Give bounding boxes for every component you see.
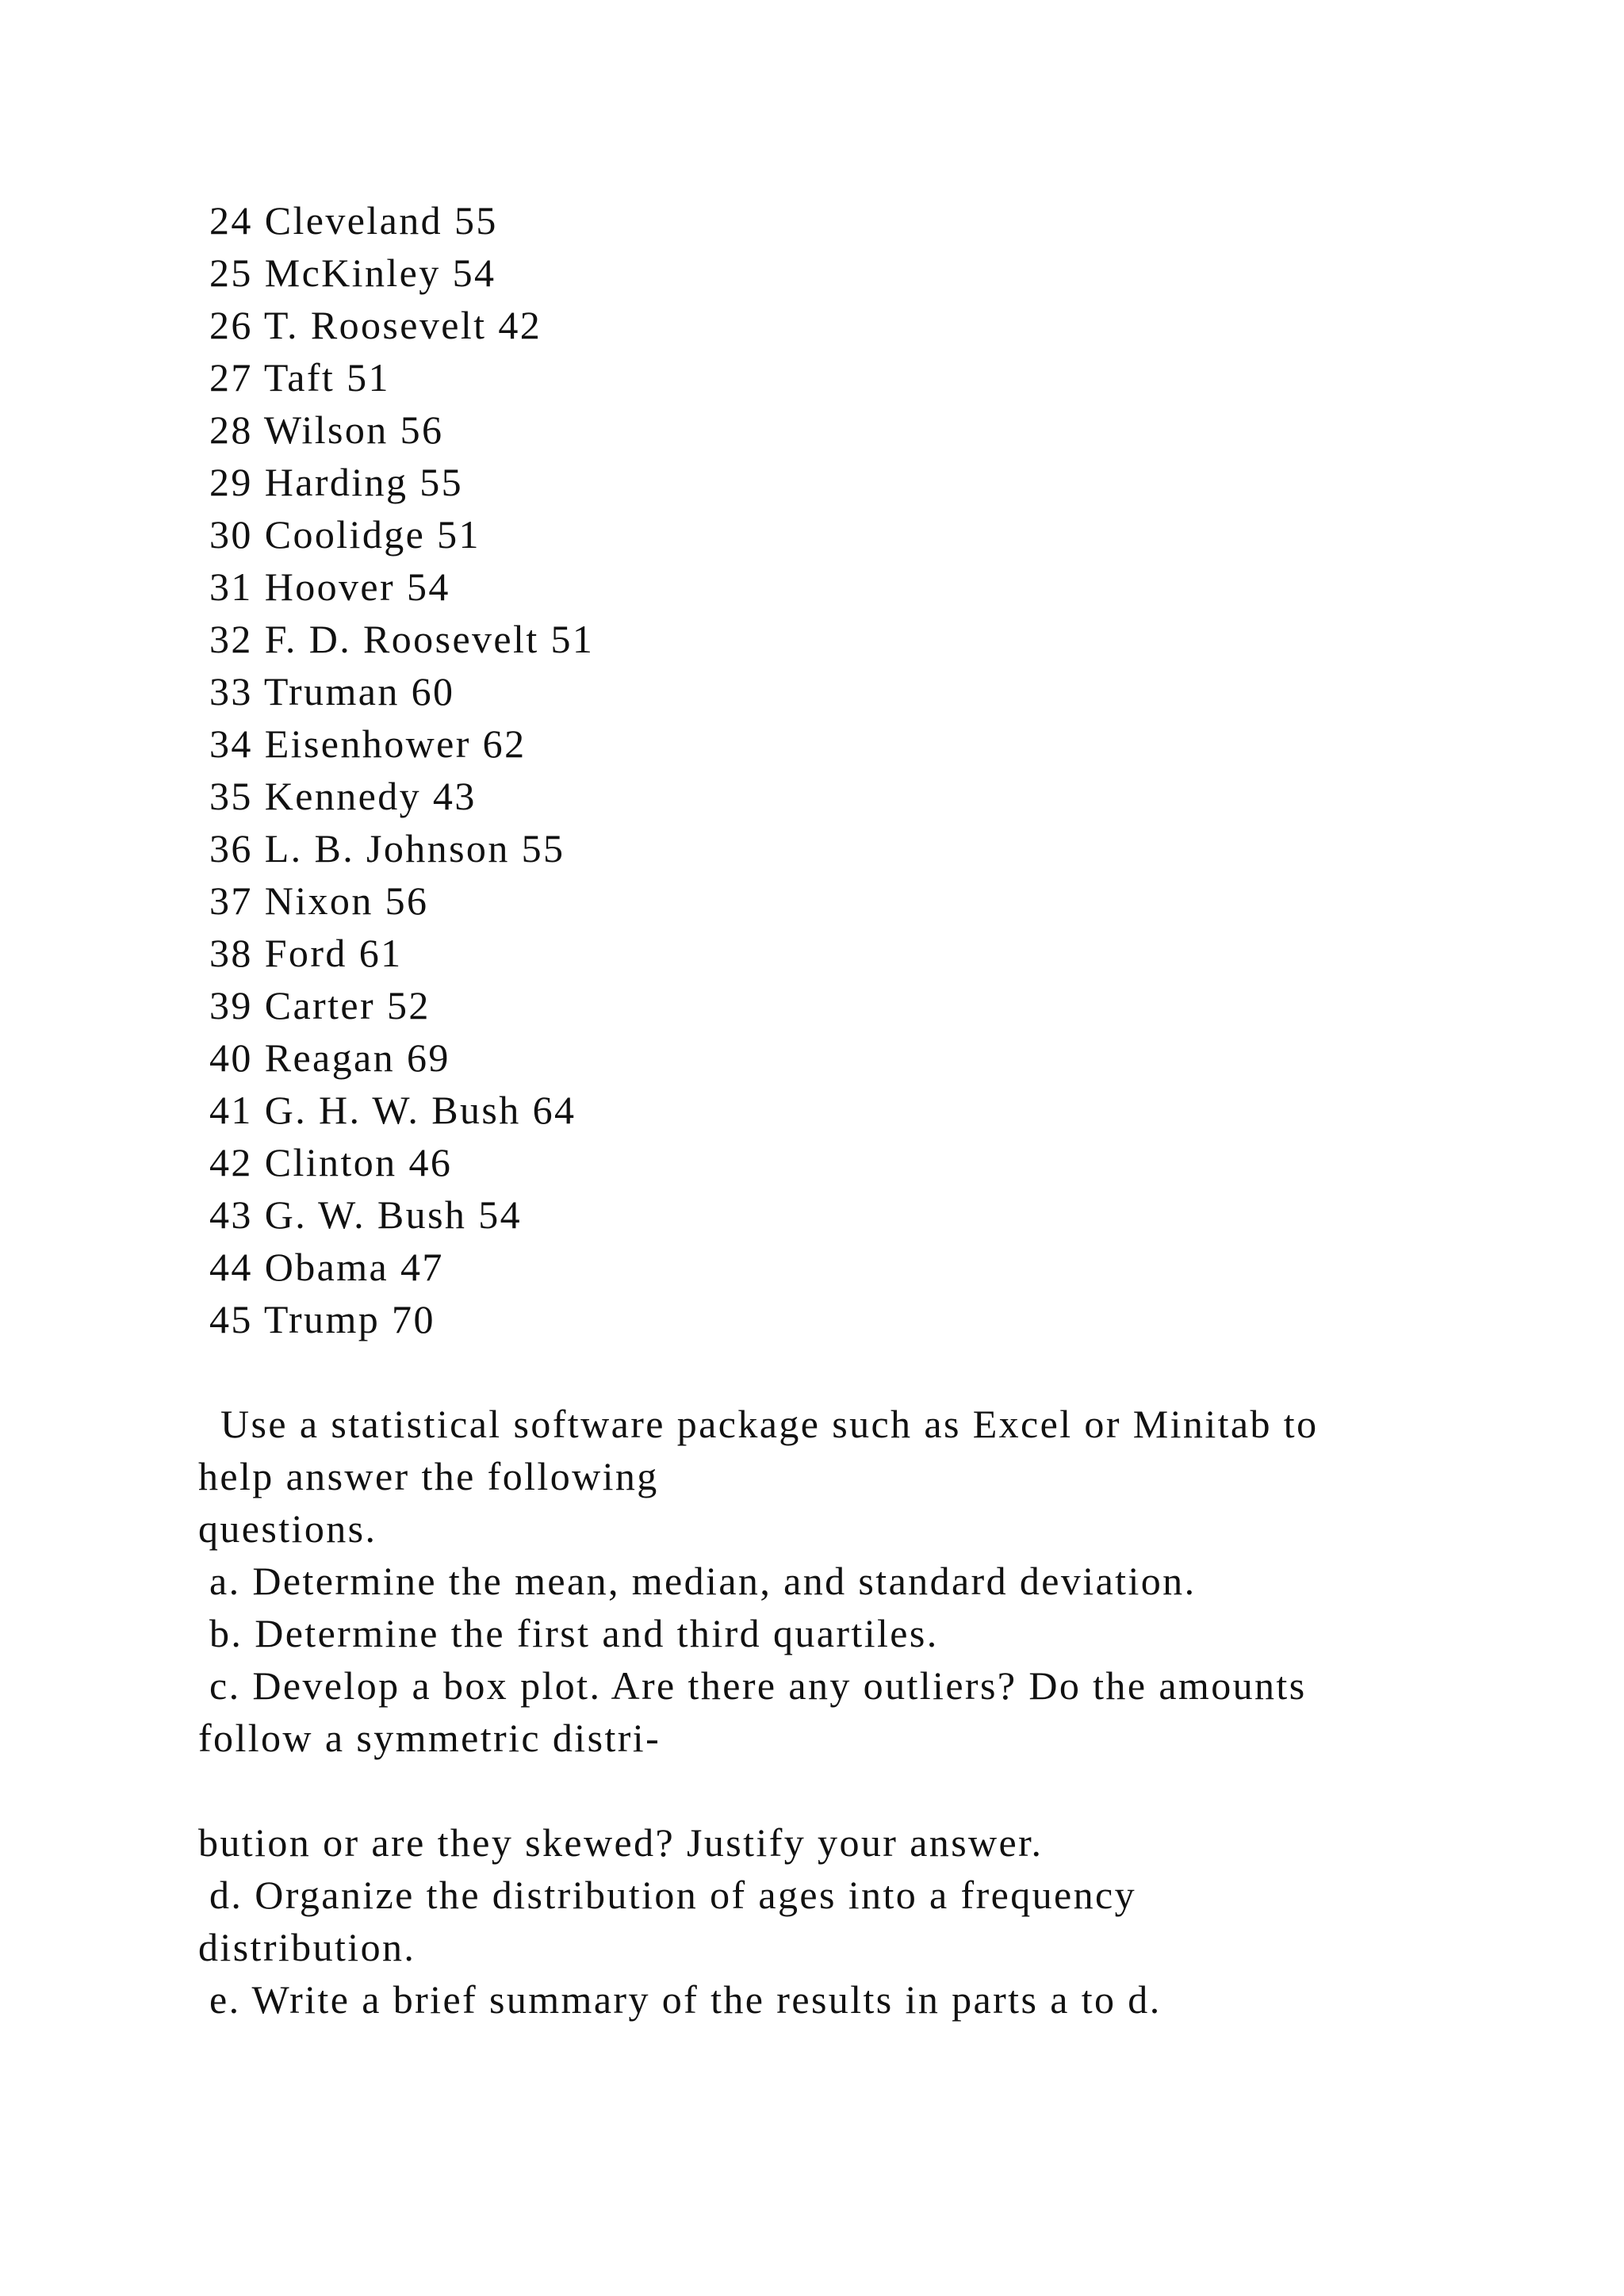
- document-page: [198, 194, 1467, 2026]
- president-number: 34: [209, 721, 253, 766]
- president-number: 43: [209, 1192, 253, 1237]
- president-number: 42: [209, 1140, 253, 1184]
- president-number: 39: [209, 983, 253, 1027]
- president-name: Coolidge: [264, 512, 426, 557]
- president-number: 45: [209, 1297, 253, 1341]
- president-age: 54: [452, 251, 496, 295]
- list-item: [198, 874, 1467, 927]
- list-item: [198, 247, 1467, 299]
- president-age: 52: [386, 983, 431, 1027]
- president-age: 62: [482, 721, 527, 766]
- list-item: [198, 1293, 1467, 1345]
- president-age: 55: [521, 826, 565, 871]
- president-name: Nixon: [264, 878, 373, 923]
- president-age: 42: [498, 303, 542, 347]
- president-number: 33: [209, 669, 253, 714]
- president-age: 46: [408, 1140, 453, 1184]
- president-name: Obama: [264, 1245, 389, 1289]
- president-age: 47: [400, 1245, 444, 1289]
- president-age: 51: [550, 617, 595, 661]
- president-age: 69: [406, 1035, 450, 1080]
- paragraph-gap: [198, 1345, 1467, 1398]
- president-number: 40: [209, 1035, 253, 1080]
- president-number: 37: [209, 878, 253, 923]
- list-item: [198, 1136, 1467, 1188]
- question-c: c. Develop a box plot. Are there any outliers? Do the amounts: [209, 1663, 1307, 1708]
- president-number: 24: [209, 198, 253, 243]
- president-age: 51: [347, 355, 390, 400]
- question-e: e. Write a brief summary of the results in parts a to d.: [209, 1977, 1162, 2022]
- list-item: [198, 613, 1467, 665]
- instruction-line: Use a statistical software package such as Excel or Minitab to: [220, 1402, 1319, 1446]
- president-number: 38: [209, 931, 253, 975]
- president-age: 70: [392, 1297, 435, 1341]
- list-item: [198, 508, 1467, 561]
- president-age: 43: [432, 774, 477, 818]
- question-list: [198, 1555, 1467, 2026]
- president-number: 27: [209, 355, 253, 400]
- list-item: [198, 822, 1467, 874]
- list-item: [198, 299, 1467, 351]
- president-name: G. H. W. Bush: [264, 1088, 521, 1132]
- president-number: 35: [209, 774, 253, 818]
- list-item: [198, 1241, 1467, 1293]
- list-item: [198, 718, 1467, 770]
- question-c-continued: bution or are they skewed? Justify your answer.: [198, 1820, 1044, 1865]
- president-name: T. Roosevelt: [263, 303, 487, 347]
- president-age: 54: [406, 564, 450, 609]
- president-name: McKinley: [264, 251, 441, 295]
- president-name: Kennedy: [264, 774, 422, 818]
- president-age: 56: [400, 408, 444, 452]
- instructions-paragraph: [198, 1398, 1467, 1555]
- president-age: 61: [358, 931, 403, 975]
- president-name: Reagan: [264, 1035, 396, 1080]
- instruction-line: help answer the following: [198, 1454, 659, 1498]
- president-age: 54: [478, 1192, 523, 1237]
- president-number: 32: [209, 617, 253, 661]
- president-number: 26: [209, 303, 253, 347]
- president-name: G. W. Bush: [264, 1192, 467, 1237]
- president-name: Clinton: [264, 1140, 397, 1184]
- president-name: Carter: [264, 983, 376, 1027]
- president-number: 41: [209, 1088, 253, 1132]
- president-number: 29: [209, 460, 253, 504]
- president-name: Truman: [263, 669, 400, 714]
- president-name: Wilson: [263, 408, 389, 452]
- president-name: Cleveland: [264, 198, 443, 243]
- question-c-continued: follow a symmetric distri-: [198, 1716, 661, 1760]
- list-item: [198, 456, 1467, 508]
- paragraph-gap: [198, 1764, 1467, 1816]
- list-item: [198, 1188, 1467, 1241]
- question-b: b. Determine the first and third quartiles.: [209, 1611, 939, 1655]
- president-age: 56: [385, 878, 429, 923]
- list-item: [198, 665, 1467, 718]
- president-name: F. D. Roosevelt: [264, 617, 539, 661]
- list-item: [198, 979, 1467, 1031]
- list-item: [198, 351, 1467, 404]
- president-name: Hoover: [264, 564, 396, 609]
- president-number: 25: [209, 251, 253, 295]
- question-d: d. Organize the distribution of ages into a frequency: [209, 1873, 1137, 1917]
- president-number: 28: [209, 408, 253, 452]
- president-name: Harding: [264, 460, 408, 504]
- president-name: Taft: [263, 355, 335, 400]
- president-age-list: [198, 194, 1467, 1345]
- list-item: [198, 194, 1467, 247]
- instruction-line: questions.: [198, 1506, 377, 1551]
- question-d-continued: distribution.: [198, 1925, 416, 1969]
- president-name: Ford: [264, 931, 347, 975]
- president-number: 36: [209, 826, 253, 871]
- president-age: 60: [411, 669, 455, 714]
- president-name: L. B. Johnson: [264, 826, 510, 871]
- president-number: 30: [209, 512, 253, 557]
- president-number: 44: [209, 1245, 253, 1289]
- question-a: a. Determine the mean, median, and standard deviation.: [209, 1559, 1197, 1603]
- president-name: Eisenhower: [264, 721, 471, 766]
- list-item: [198, 1084, 1467, 1136]
- president-age: 64: [532, 1088, 576, 1132]
- president-name: Trump: [263, 1297, 381, 1341]
- president-age: 51: [437, 512, 481, 557]
- list-item: [198, 561, 1467, 613]
- list-item: [198, 1031, 1467, 1084]
- list-item: [198, 404, 1467, 456]
- president-number: 31: [209, 564, 253, 609]
- president-age: 55: [454, 198, 498, 243]
- list-item: [198, 927, 1467, 979]
- list-item: [198, 770, 1467, 822]
- president-age: 55: [419, 460, 464, 504]
